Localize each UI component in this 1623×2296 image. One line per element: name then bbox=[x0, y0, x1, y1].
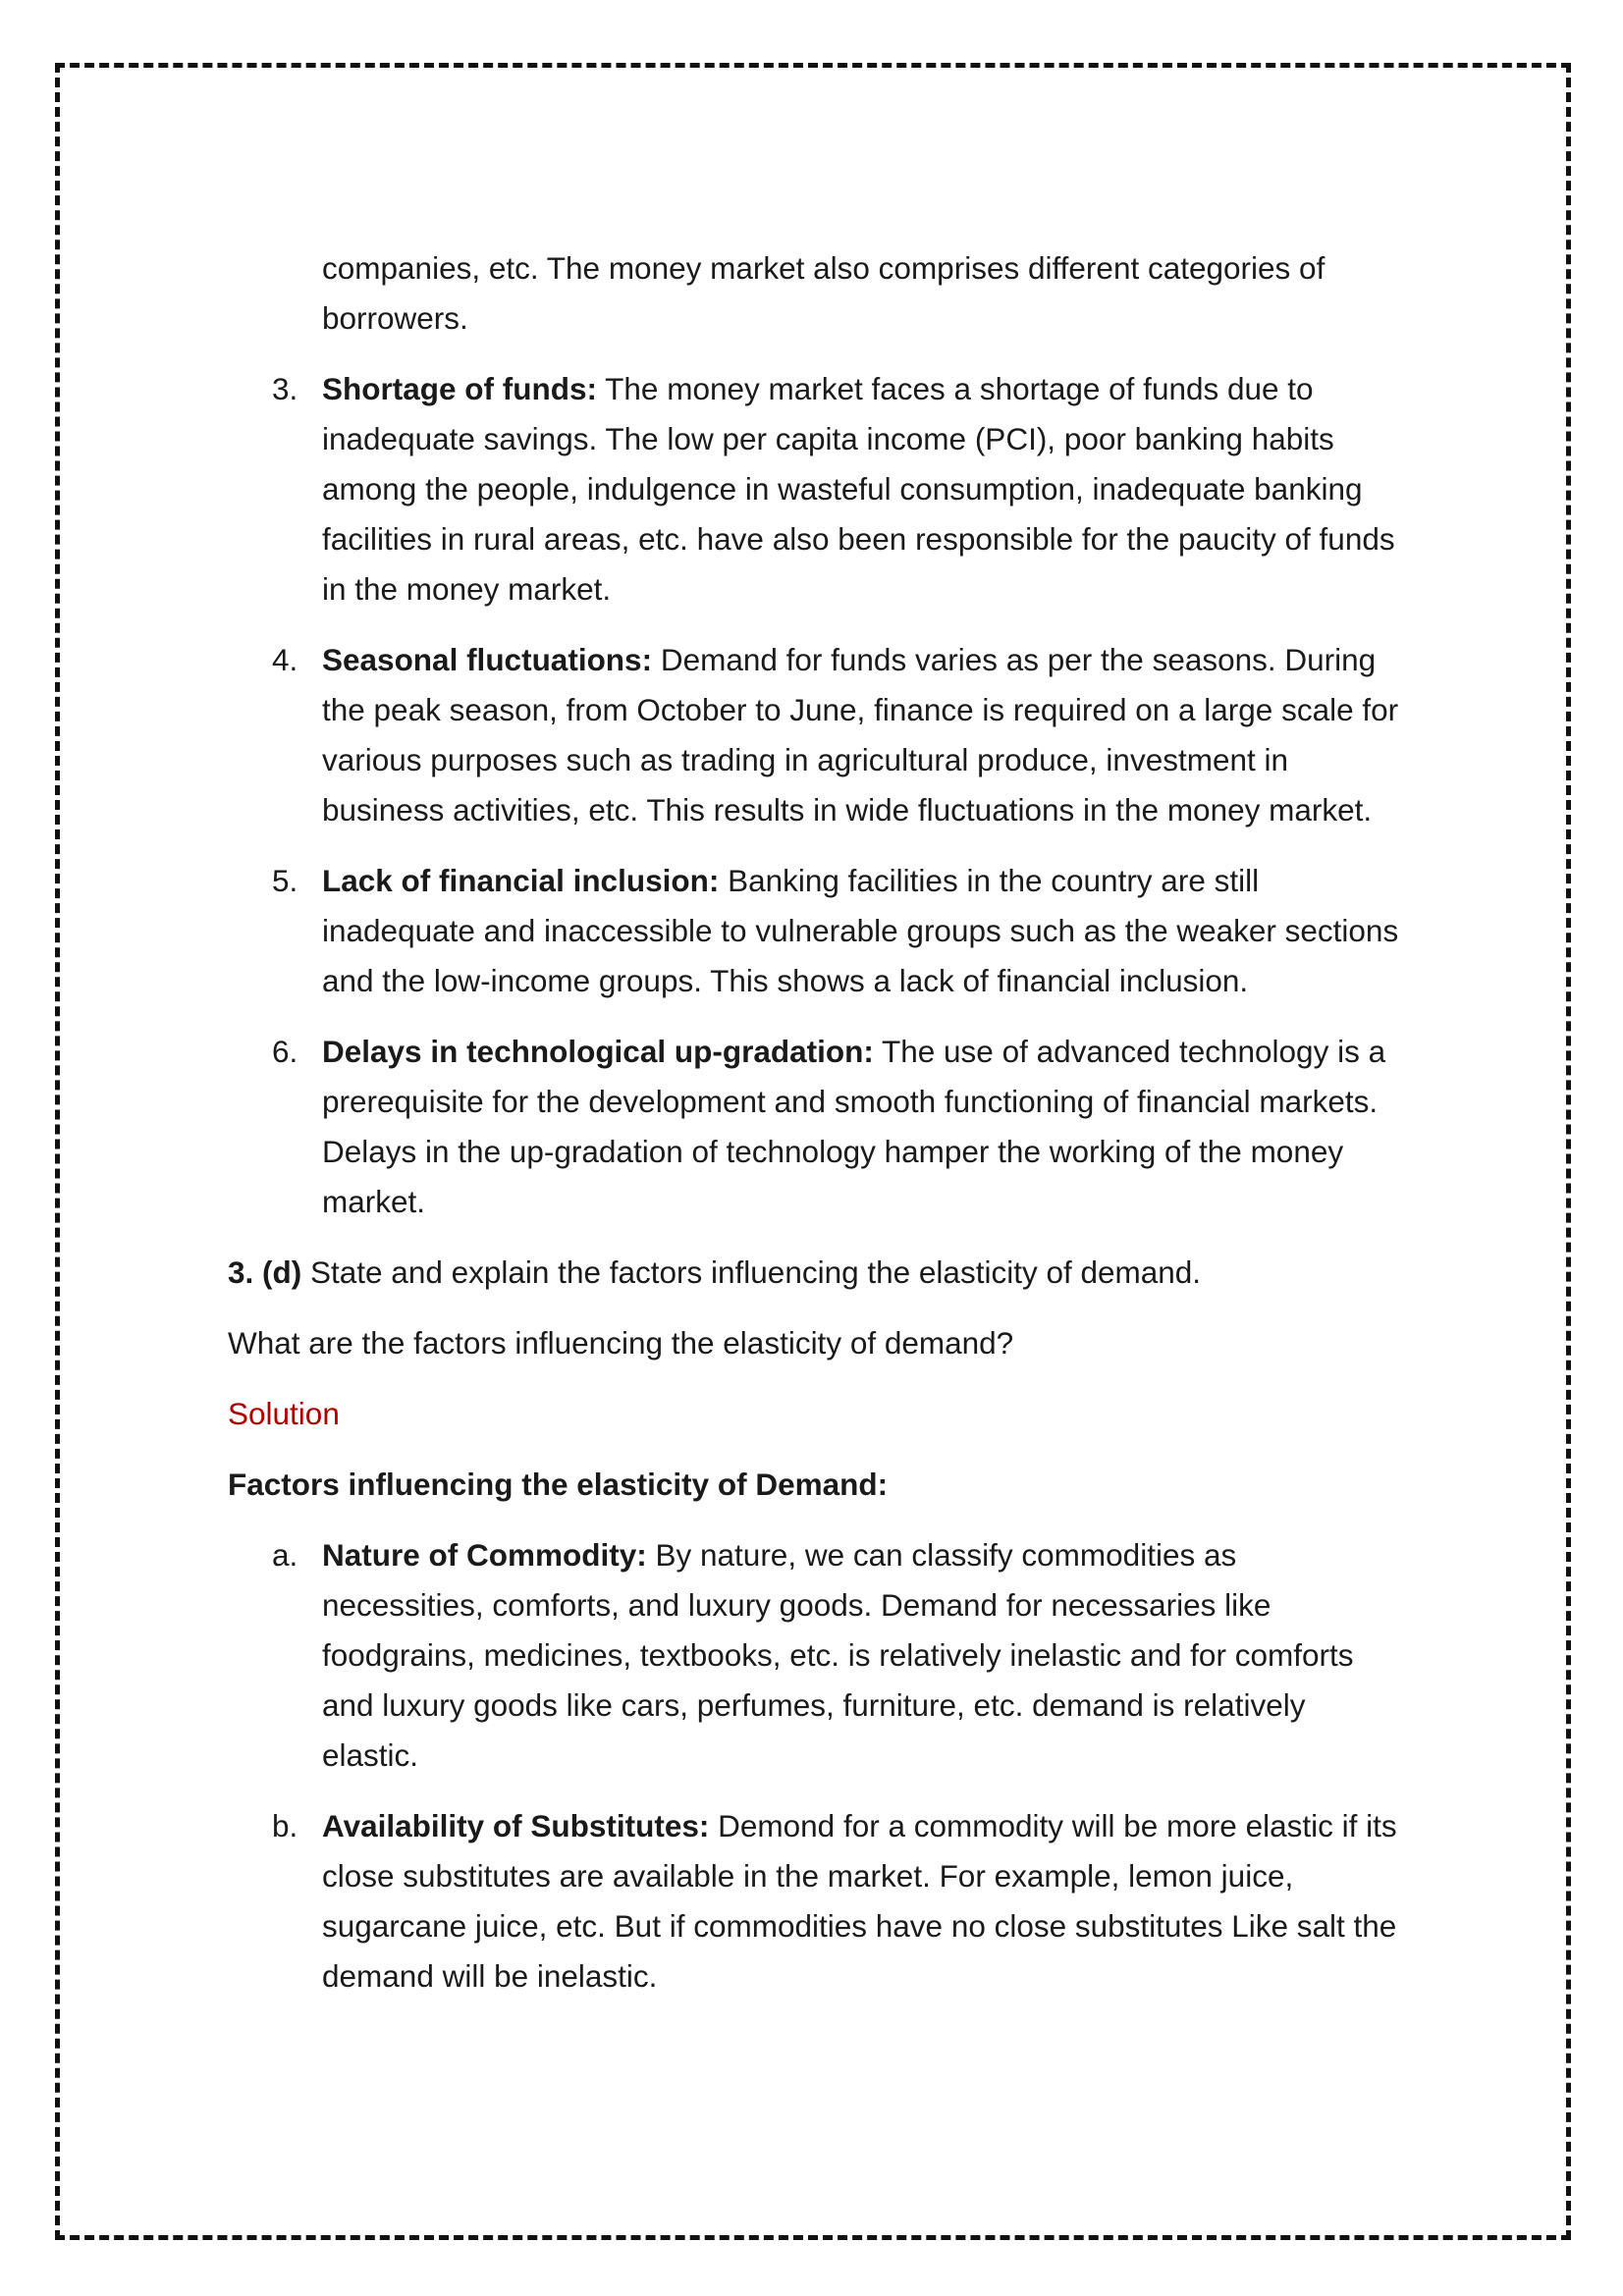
question-number: 3. (d) bbox=[228, 1255, 302, 1290]
list-item-nature-of-commodity bbox=[228, 1530, 1406, 1781]
continuation-paragraph: companies, etc. The money market also comprises different categories of borrowers. bbox=[322, 250, 1325, 336]
list-item-text: The use of advanced technology is a prerequisite for the development and smooth functioning of financial markets. Delays in the up-gradation of technology hamper the working of the money market. bbox=[322, 1034, 1386, 1219]
list-item-seasonal-fluctuations bbox=[228, 635, 1406, 835]
list-item-text: Demand for funds varies as per the seasons. During the peak season, from October to June, finance is required on a large scale for various purposes such as trading in agricultural produce, investment in business activities, etc. This results in wide fluctuations in the money market. bbox=[322, 642, 1399, 828]
problems-list bbox=[228, 364, 1406, 1227]
factors-heading: Factors influencing the elasticity of Demand: bbox=[228, 1467, 889, 1502]
list-marker: a. bbox=[272, 1537, 298, 1573]
list-item-text: By nature, we can classify commodities as necessities, comforts, and luxury goods. Demand for necessaries like foodgrains, medicines, textbooks, etc. is relatively inelastic and for comforts and luxury goods like cars, perfumes, furniture, etc. demand is relatively elastic. bbox=[322, 1537, 1354, 1773]
list-marker: 6. bbox=[272, 1034, 298, 1069]
list-marker: 3. bbox=[272, 371, 298, 406]
list-item-text: Banking facilities in the country are still inadequate and inaccessible to vulnerable groups such as the weaker sections and the low-income groups. This shows a lack of financial inclusion. bbox=[322, 863, 1399, 998]
list-item-technological-upgradation bbox=[228, 1027, 1406, 1227]
document-content bbox=[228, 243, 1406, 2022]
list-item-title: Lack of financial inclusion: bbox=[322, 863, 720, 898]
list-item-title: Delays in technological up-gradation: bbox=[322, 1034, 874, 1069]
list-item-text: Demond for a commodity will be more elastic if its close substitutes are available in the market. For example, lemon juice, sugarcane juice, etc. But if commodities have no close substitutes Like salt the demand will be inelastic. bbox=[322, 1808, 1397, 1994]
list-item-text: The money market faces a shortage of funds due to inadequate savings. The low per capita income (PCI), poor banking habits among the people, indulgence in wasteful consumption, inadequate banking facilities in rural areas, etc. have also been responsible for the paucity of funds in the money market. bbox=[322, 371, 1395, 607]
list-item-shortage-of-funds bbox=[228, 364, 1406, 614]
list-item-title: Availability of Substitutes: bbox=[322, 1808, 710, 1843]
list-item-title: Shortage of funds: bbox=[322, 371, 597, 406]
list-item-title: Seasonal fluctuations: bbox=[322, 642, 653, 677]
list-item-title: Nature of Commodity: bbox=[322, 1537, 647, 1573]
question-text: State and explain the factors influencing the elasticity of demand. bbox=[301, 1255, 1202, 1290]
list-item-availability-of-substitutes bbox=[228, 1801, 1406, 2002]
list-item-financial-inclusion bbox=[228, 856, 1406, 1006]
question-restated: What are the factors influencing the elasticity of demand? bbox=[228, 1325, 1014, 1361]
question-line bbox=[228, 1248, 1406, 1298]
list-marker: b. bbox=[272, 1808, 298, 1843]
solution-label: Solution bbox=[228, 1396, 340, 1431]
factors-list bbox=[228, 1530, 1406, 2002]
list-marker: 4. bbox=[272, 642, 298, 677]
list-marker: 5. bbox=[272, 863, 298, 898]
